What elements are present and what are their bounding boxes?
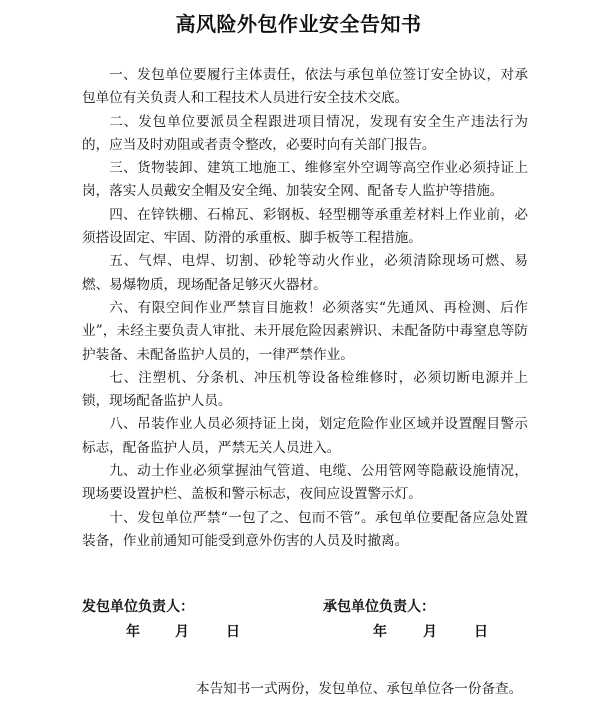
- right-date-day: 日: [474, 624, 488, 640]
- notice-body: [82, 64, 528, 553]
- left-date-month: 月: [175, 624, 189, 640]
- right-date-year: 年: [373, 624, 387, 640]
- subcontractor-principal-label: 承包单位负责人：: [323, 599, 435, 615]
- document-title: 高风险外包作业安全告知书: [175, 12, 422, 36]
- paragraph-4: 四、在锌铁棚、石棉瓦、彩钢板、轻型棚等承重差材料上作业前，必须搭设固定、牢固、防滑的承重板、脚手板等工程措施。: [82, 206, 528, 247]
- paragraph-3: 三、货物装卸、建筑工地施工、维修室外空调等高空作业必须持证上岗，落实人员戴安全帽及安全绳、加装安全网、配备专人监护等措施。: [82, 160, 528, 200]
- footer-note: 本告知书一式两份，发包单位、承包单位各一份备查。: [196, 681, 523, 697]
- paragraph-8: 八、吊装作业人员必须持证上岗，划定危险作业区域并设置醒目警示标志，配备监护人员，严禁无关人员进入。: [82, 416, 528, 456]
- left-date-year: 年: [126, 624, 140, 640]
- paragraph-7: 七、注塑机、分条机、冲压机等设备检维修时，必须切断电源并上锁，现场配备监护人员。: [82, 369, 528, 410]
- paragraph-6: 六、有限空间作业严禁盲目施救！必须落实“先通风、再检测、后作业”，未经主要负责人审批、未开展危险因素辨识、未配备防中毒窒息等防护装备、未配备监护人员的，一律严禁作业。: [82, 299, 528, 363]
- right-date-month: 月: [423, 624, 437, 640]
- paragraph-10: 十、发包单位严禁“一包了之、包而不管”。承包单位要配备应急处置装备，作业前通知可能受到意外伤害的人员及时撤离。: [82, 509, 528, 549]
- paragraph-2: 二、发包单位要派员全程跟进项目情况，发现有安全生产违法行为的，应当及时劝阻或者责令整改，必要时向有关部门报告。: [82, 113, 528, 153]
- left-date-day: 日: [226, 624, 240, 640]
- paragraph-1: 一、发包单位要履行主体责任，依法与承包单位签订安全协议，对承包单位有关负责人和工程技术人员进行安全技术交底。: [82, 67, 528, 107]
- paragraph-5: 五、气焊、电焊、切割、砂轮等动火作业，必须清除现场可燃、易燃、易爆物质，现场配备足够灭火器材。: [82, 253, 528, 293]
- paragraph-9: 九、动土作业必须掌握油气管道、电缆、公用管网等隐蔽设施情况，现场要设置护栏、盖板和警示标志，夜间应设置警示灯。: [82, 463, 528, 503]
- contractor-principal-label: 发包单位负责人：: [82, 599, 194, 615]
